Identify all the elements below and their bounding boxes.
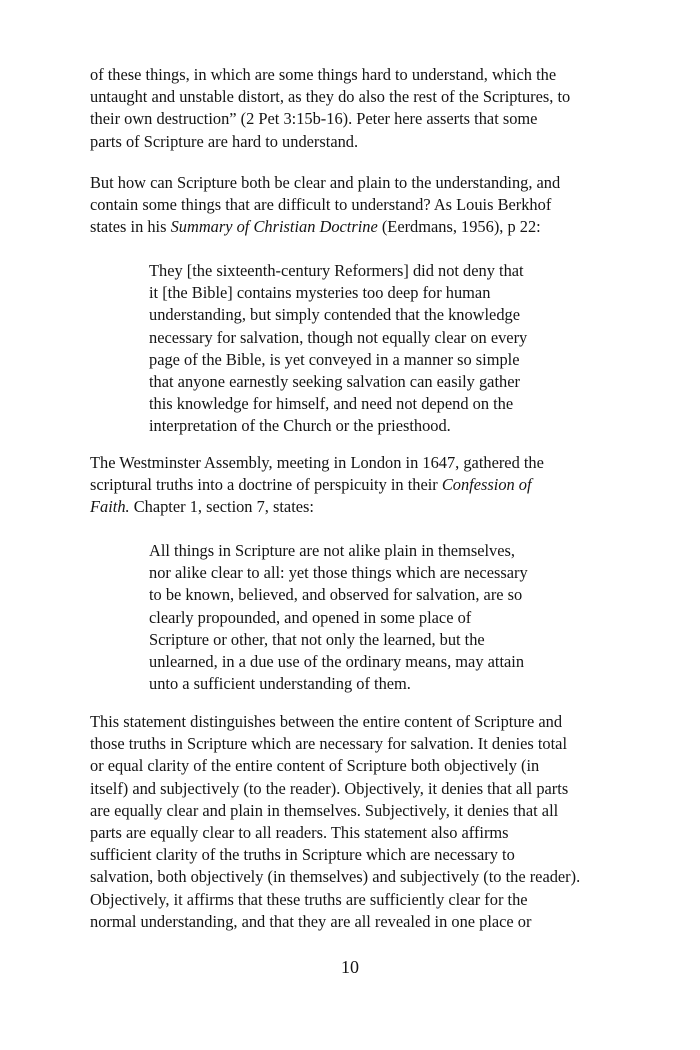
paragraph-westminster-text: The Westminster Assembly, meeting in London in 1647, gathered the scriptural truths into a doctrine of perspicuity in their	[90, 453, 544, 495]
paragraph-peter-quote-end: of these things, in which are some things hard to understand, which the untaught and unstable distort, as they do also the rest of the Scriptures, to their own destruction” (2 Pet 3:15b-16). Peter here asserts that some parts of Scripture are hard to understand.	[90, 65, 571, 151]
paragraph-berkhof-intro	[90, 172, 650, 239]
paragraph-berkhof-citation: (Eerdmans, 1956), p 22:	[377, 217, 541, 237]
paragraph-westminster-citation: Chapter 1, section 7, states:	[129, 497, 314, 517]
paragraph-statement-analysis: This statement distinguishes between the entire content of Scripture and those truths in Scripture which are necessary for salvation. It denies total or equal clarity of the entire content of Scripture both objectively (in itself) and subjectively (to the reader). Objectively, it denies that all parts are equally clear and plain in themselves. Subjectively, it denies that all parts are equally clear to all readers. This statement also affirms sufficient clarity of the truths in Scripture which are necessary to salvation, both objectively (in themselves) and subjectively (to the reader). Objectively, it affirms that these truths are sufficiently clear for the normal understanding, and that they are all revealed in one place or	[90, 712, 581, 931]
paragraph-westminster-intro	[90, 452, 650, 519]
block-quote-berkhof: They [the sixteenth-century Reformers] did not deny that it [the Bible] contains mysteries too deep for human understanding, but simply contended that the knowledge necessary for salvation, though not equally clear on every page of the Bible, is yet conveyed in a manner so simple that anyone earnestly seeking salvation can easily gather this knowledge for himself, and need not depend on the interpretation of the Church or the priesthood.	[149, 261, 528, 436]
paragraph-berkhof-intro-text: But how can Scripture both be clear and plain to the understanding, and contain some things that are difficult to understand? As Louis Berkhof states in his	[90, 173, 561, 237]
page-number: 10	[341, 957, 359, 977]
book-title-summary-of-christian-doctrine: Summary of Christian Doctrine	[170, 217, 378, 237]
book-title-confession-of-faith: Confession of Faith.	[90, 475, 532, 517]
block-quote-westminster-confession: All things in Scripture are not alike plain in themselves, nor alike clear to all: yet those things which are necessary to be known, believed, and observed for salvation, are so clearly propounded, and opened in some place of Scripture or other, that not only the learned, but the unlearned, in a due use of the ordinary means, may attain unto a sufficient understanding of them.	[149, 541, 528, 694]
